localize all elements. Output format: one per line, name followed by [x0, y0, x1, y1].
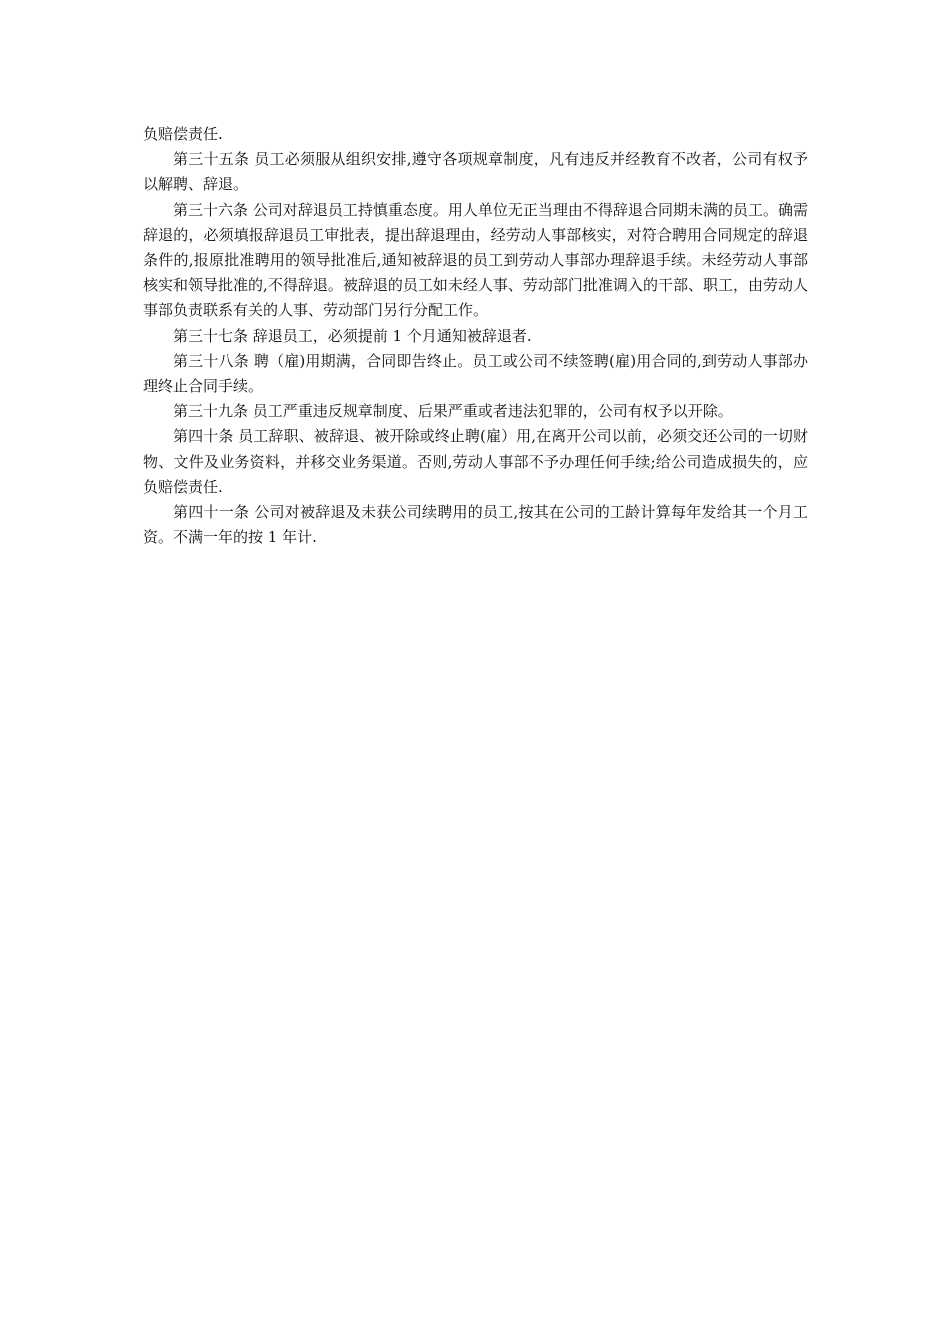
article-41: 第四十一条 公司对被辞退及未获公司续聘用的员工,按其在公司的工龄计算每年发给其一个月工资。不满一年的按 1 年计.: [143, 503, 808, 547]
article-36: 第三十六条 公司对辞退员工持慎重态度。用人单位无正当理由不得辞退合同期未满的员工。确需辞退的，必须填报辞退员工审批表，提出辞退理由，经劳动人事部核实，对符合聘用合同规定的辞退条件的,报原批准聘用的领导批准后,通知被辞退的员工到劳动人事部办理辞退手续。未经劳动人事部核实和领导批准的,不得辞退。被辞退的员工如未经人事、劳动部门批准调入的干部、职工，由劳动人事部负责联系有关的人事、劳动部门另行分配工作。: [143, 200, 808, 320]
article-40: 第四十条 员工辞职、被辞退、被开除或终止聘(雇）用,在离开公司以前，必须交还公司的一切财物、文件及业务资料，并移交业务渠道。否则,劳动人事部不予办理任何手续;给公司造成损失的，应负赔偿责任.: [143, 427, 808, 496]
article-37: 第三十七条 辞退员工，必须提前 1 个月通知被辞退者.: [173, 326, 532, 345]
article-39: 第三十九条 员工严重违反规章制度、后果严重或者违法犯罪的，公司有权予以开除。: [173, 402, 733, 421]
document-body: [143, 122, 808, 550]
article-38: 第三十八条 聘（雇)用期满，合同即告终止。员工或公司不续签聘(雇)用合同的,到劳动人事部办理终止合同手续。: [143, 351, 808, 396]
article-35: 第三十五条 员工必须服从组织安排,遵守各项规章制度，凡有违反并经教育不改者，公司有权予以解聘、辞退。: [143, 150, 808, 194]
paragraph-continuation: 负赔偿责任.: [143, 125, 223, 143]
